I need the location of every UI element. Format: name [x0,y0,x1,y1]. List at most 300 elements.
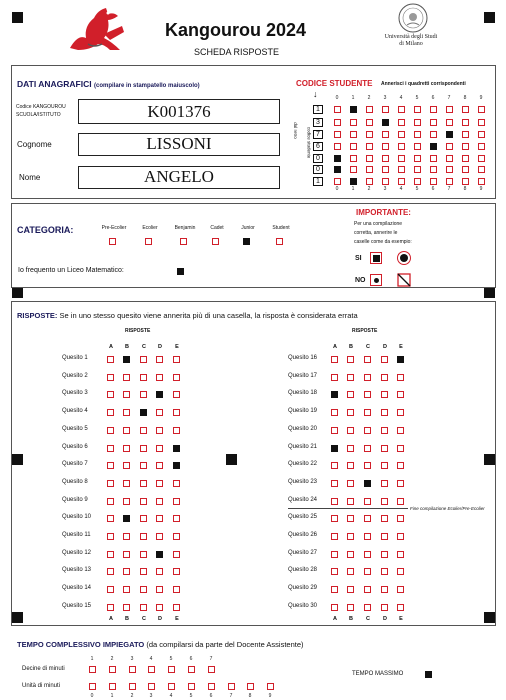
unita-checkbox[interactable] [109,683,116,690]
answer-checkbox[interactable] [173,551,180,558]
answer-checkbox[interactable] [347,586,354,593]
code-label: Codice KANGOUROU SCUOLA/ISTITUTO [16,104,66,118]
answer-checkbox[interactable] [331,533,338,540]
student-code-checkbox[interactable] [430,106,437,113]
answer-checkbox[interactable] [107,374,114,381]
student-code-checkbox[interactable] [366,106,373,113]
answer-checkbox[interactable] [123,533,130,540]
student-code-checkbox[interactable] [334,131,341,138]
fine-divider [288,508,408,509]
answer-letter-right: E [399,344,403,350]
student-code-checkbox[interactable] [350,131,357,138]
answer-checkbox[interactable] [140,604,147,611]
student-code-checkbox[interactable] [414,119,421,126]
answer-checkbox[interactable] [347,409,354,416]
answer-checkbox[interactable] [397,604,404,611]
code-col-header: 8 [463,95,467,101]
answer-checkbox[interactable] [364,480,371,487]
student-code-checkbox[interactable] [478,155,485,162]
answer-checkbox[interactable] [140,409,147,416]
student-code-checkbox[interactable] [334,155,341,162]
liceo-checkbox[interactable] [177,268,184,275]
question-label: Quesito 6 [62,444,88,450]
answer-checkbox[interactable] [123,568,130,575]
answer-checkbox[interactable] [156,462,163,469]
student-code-checkbox[interactable] [398,166,405,173]
student-code-checkbox[interactable] [398,106,405,113]
answer-checkbox[interactable] [156,551,163,558]
student-code-checkbox[interactable] [398,131,405,138]
answer-checkbox[interactable] [173,409,180,416]
answer-checkbox[interactable] [364,356,371,363]
answer-letter-left: E [175,344,179,350]
code-col-footer: 5 [415,186,419,192]
answer-checkbox[interactable] [397,391,404,398]
student-code-checkbox[interactable] [382,178,389,185]
student-code-checkbox[interactable] [382,131,389,138]
student-code-checkbox[interactable] [414,166,421,173]
answer-checkbox[interactable] [397,462,404,469]
example-dot-box [370,274,382,286]
answer-checkbox[interactable] [331,586,338,593]
answer-checkbox[interactable] [173,480,180,487]
question-label: Quesito 26 [288,532,318,538]
code-col-header: 3 [383,95,387,101]
student-code-checkbox[interactable] [334,166,341,173]
student-code-checkbox[interactable] [350,119,357,126]
question-label: Quesito 19 [288,408,318,414]
answer-checkbox[interactable] [397,586,404,593]
student-code-checkbox[interactable] [334,119,341,126]
answer-checkbox[interactable] [123,374,130,381]
answer-checkbox[interactable] [397,515,404,522]
student-code-checkbox[interactable] [430,143,437,150]
answer-checkbox[interactable] [107,568,114,575]
answer-checkbox[interactable] [140,568,147,575]
answer-checkbox[interactable] [364,551,371,558]
answer-checkbox[interactable] [156,374,163,381]
question-label: Quesito 14 [62,585,92,591]
answer-checkbox[interactable] [347,568,354,575]
student-code-checkbox[interactable] [350,155,357,162]
student-code-checkbox[interactable] [478,131,485,138]
important-title: IMPORTANTE: [356,208,411,217]
answer-checkbox[interactable] [173,374,180,381]
answer-checkbox[interactable] [107,480,114,487]
surname-field[interactable]: LISSONI [78,133,280,156]
anagrafica-title: DATI ANAGRAFICI (compilare in stampatello maiuscolo) [17,79,200,89]
answer-checkbox[interactable] [140,515,147,522]
unita-label: Unità di minuti [22,683,61,689]
student-code-checkbox[interactable] [462,131,469,138]
answer-checkbox[interactable] [331,374,338,381]
answer-checkbox[interactable] [140,462,147,469]
student-code-checkbox[interactable] [334,143,341,150]
decine-digit: 2 [110,656,114,662]
answer-checkbox[interactable] [347,356,354,363]
category-checkbox[interactable] [276,238,283,245]
answer-checkbox[interactable] [331,498,338,505]
unita-digit: 7 [229,693,233,699]
answer-checkbox[interactable] [381,568,388,575]
answer-checkbox[interactable] [347,427,354,434]
answer-checkbox[interactable] [173,356,180,363]
school-code-field[interactable]: K001376 [78,99,280,124]
unita-checkbox[interactable] [89,683,96,690]
answer-checkbox[interactable] [347,480,354,487]
question-label: Quesito 4 [62,408,88,414]
answer-checkbox[interactable] [173,533,180,540]
answer-checkbox[interactable] [156,427,163,434]
answer-checkbox[interactable] [347,445,354,452]
student-code-checkbox[interactable] [462,143,469,150]
fine-note: Fine compilazione Ecolier/Pre-Ecolier [410,506,485,511]
answer-checkbox[interactable] [140,374,147,381]
answer-checkbox[interactable] [173,586,180,593]
answer-checkbox[interactable] [156,515,163,522]
student-code-checkbox[interactable] [430,178,437,185]
unita-digit: 0 [90,693,94,699]
answer-checkbox[interactable] [347,515,354,522]
answer-checkbox[interactable] [364,374,371,381]
surname-label: Cognome [17,140,52,149]
unita-checkbox[interactable] [168,683,175,690]
answer-letter-right-bottom: D [383,616,387,622]
unita-digit: 4 [169,693,173,699]
answer-checkbox[interactable] [123,409,130,416]
answer-checkbox[interactable] [107,498,114,505]
answer-checkbox[interactable] [173,462,180,469]
answer-checkbox[interactable] [107,586,114,593]
answer-checkbox[interactable] [107,445,114,452]
answer-checkbox[interactable] [331,427,338,434]
unita-checkbox[interactable] [188,683,195,690]
answer-checkbox[interactable] [381,462,388,469]
answer-checkbox[interactable] [364,427,371,434]
answer-checkbox[interactable] [347,374,354,381]
answer-checkbox[interactable] [347,498,354,505]
answer-checkbox[interactable] [397,533,404,540]
student-code-checkbox[interactable] [478,178,485,185]
answer-checkbox[interactable] [397,568,404,575]
answer-checkbox[interactable] [347,551,354,558]
answer-checkbox[interactable] [364,533,371,540]
example-circle-filled [397,251,411,265]
answer-checkbox[interactable] [397,551,404,558]
answer-checkbox[interactable] [397,356,404,363]
question-label: Quesito 22 [288,461,318,467]
answer-checkbox[interactable] [107,391,114,398]
unita-checkbox[interactable] [228,683,235,690]
answer-checkbox[interactable] [107,427,114,434]
answer-checkbox[interactable] [381,551,388,558]
answer-checkbox[interactable] [173,391,180,398]
answer-checkbox[interactable] [381,356,388,363]
answer-checkbox[interactable] [397,445,404,452]
student-code-checkbox[interactable] [382,143,389,150]
student-code-checkbox[interactable] [350,143,357,150]
decine-digit: 4 [149,656,153,662]
student-code-checkbox[interactable] [446,106,453,113]
answer-checkbox[interactable] [156,356,163,363]
answer-checkbox[interactable] [123,515,130,522]
unita-digit: 6 [209,693,213,699]
answer-checkbox[interactable] [140,427,147,434]
answer-checkbox[interactable] [397,409,404,416]
student-code-checkbox[interactable] [446,119,453,126]
answer-checkbox[interactable] [364,391,371,398]
answer-checkbox[interactable] [173,498,180,505]
answer-checkbox[interactable] [140,586,147,593]
category-checkbox[interactable] [212,238,219,245]
answer-checkbox[interactable] [173,445,180,452]
answer-checkbox[interactable] [331,551,338,558]
student-code-checkbox[interactable] [366,155,373,162]
answer-checkbox[interactable] [123,445,130,452]
answer-checkbox[interactable] [347,391,354,398]
category-checkbox[interactable] [109,238,116,245]
question-label: Quesito 25 [288,514,318,520]
unita-checkbox[interactable] [129,683,136,690]
student-code-checkbox[interactable] [334,178,341,185]
answer-checkbox[interactable] [140,445,147,452]
student-code-checkbox[interactable] [462,106,469,113]
answer-checkbox[interactable] [331,604,338,611]
answer-checkbox[interactable] [364,462,371,469]
student-code-checkbox[interactable] [446,155,453,162]
question-label: Quesito 23 [288,479,318,485]
unita-checkbox[interactable] [247,683,254,690]
answer-checkbox[interactable] [140,480,147,487]
student-code-checkbox[interactable] [414,106,421,113]
answer-checkbox[interactable] [156,533,163,540]
student-code-checkbox[interactable] [382,155,389,162]
answer-checkbox[interactable] [381,374,388,381]
question-label: Quesito 1 [62,355,88,361]
student-code-checkbox[interactable] [350,178,357,185]
student-code-digit-box: 1 [313,105,323,114]
student-code-checkbox[interactable] [350,106,357,113]
decine-checkbox[interactable] [129,666,136,673]
answer-checkbox[interactable] [364,568,371,575]
answer-checkbox[interactable] [156,445,163,452]
decine-checkbox[interactable] [148,666,155,673]
student-code-checkbox[interactable] [382,166,389,173]
answer-checkbox[interactable] [140,498,147,505]
answer-checkbox[interactable] [381,409,388,416]
decine-checkbox[interactable] [208,666,215,673]
unita-checkbox[interactable] [148,683,155,690]
question-label: Quesito 9 [62,497,88,503]
answer-checkbox[interactable] [173,604,180,611]
answer-checkbox[interactable] [107,409,114,416]
answer-checkbox[interactable] [364,498,371,505]
answer-checkbox[interactable] [397,374,404,381]
answer-checkbox[interactable] [123,586,130,593]
answer-checkbox[interactable] [107,551,114,558]
answer-checkbox[interactable] [156,391,163,398]
liceo-label: Io frequento un Liceo Matematico: [18,267,124,274]
student-code-checkbox[interactable] [398,143,405,150]
answer-checkbox[interactable] [123,604,130,611]
student-code-checkbox[interactable] [382,106,389,113]
tempo-massimo-label: TEMPO MASSIMO [352,671,404,677]
student-code-checkbox[interactable] [430,119,437,126]
answer-checkbox[interactable] [381,515,388,522]
answer-checkbox[interactable] [331,462,338,469]
code-col-header: 6 [431,95,435,101]
code-col-header: 5 [415,95,419,101]
category-checkbox[interactable] [180,238,187,245]
answer-checkbox[interactable] [331,356,338,363]
risposte-col-title-right: RISPOSTE [352,328,378,334]
student-code-checkbox[interactable] [446,131,453,138]
code-col-header: 2 [367,95,371,101]
student-code-checkbox[interactable] [478,119,485,126]
decine-checkbox[interactable] [168,666,175,673]
answer-checkbox[interactable] [140,551,147,558]
answer-checkbox[interactable] [331,445,338,452]
answer-checkbox[interactable] [347,604,354,611]
answer-checkbox[interactable] [107,515,114,522]
answer-checkbox[interactable] [123,480,130,487]
si-label: SI [355,255,362,262]
answer-checkbox[interactable] [156,568,163,575]
student-code-checkbox[interactable] [462,155,469,162]
answer-checkbox[interactable] [347,533,354,540]
unita-checkbox[interactable] [208,683,215,690]
student-code-checkbox[interactable] [398,155,405,162]
answer-checkbox[interactable] [140,356,147,363]
student-code-checkbox[interactable] [462,119,469,126]
decine-checkbox[interactable] [188,666,195,673]
student-code-checkbox[interactable] [462,178,469,185]
category-checkbox[interactable] [243,238,250,245]
student-code-checkbox[interactable] [430,131,437,138]
answer-checkbox[interactable] [347,462,354,469]
answer-checkbox[interactable] [364,604,371,611]
question-label: Quesito 29 [288,585,318,591]
answer-checkbox[interactable] [331,480,338,487]
student-code-checkbox[interactable] [478,166,485,173]
unita-digit: 2 [130,693,134,699]
answer-checkbox[interactable] [156,604,163,611]
student-code-checkbox[interactable] [366,143,373,150]
answer-checkbox[interactable] [107,462,114,469]
student-code-checkbox[interactable] [366,131,373,138]
answer-checkbox[interactable] [381,427,388,434]
decine-checkbox[interactable] [89,666,96,673]
answer-checkbox[interactable] [123,356,130,363]
unita-checkbox[interactable] [267,683,274,690]
decine-digit: 7 [209,656,213,662]
answer-checkbox[interactable] [331,391,338,398]
student-code-checkbox[interactable] [414,155,421,162]
student-code-checkbox[interactable] [398,119,405,126]
student-code-checkbox[interactable] [366,119,373,126]
answer-checkbox[interactable] [156,409,163,416]
student-code-checkbox[interactable] [414,131,421,138]
answer-checkbox[interactable] [381,533,388,540]
answer-checkbox[interactable] [123,498,130,505]
answer-checkbox[interactable] [107,604,114,611]
tempo-massimo-checkbox[interactable] [425,671,432,678]
answer-checkbox[interactable] [397,498,404,505]
answer-checkbox[interactable] [123,462,130,469]
name-field[interactable]: ANGELO [78,166,280,189]
answer-checkbox[interactable] [364,586,371,593]
student-code-checkbox[interactable] [430,155,437,162]
answer-checkbox[interactable] [123,427,130,434]
student-code-checkbox[interactable] [462,166,469,173]
answer-checkbox[interactable] [331,568,338,575]
answer-checkbox[interactable] [397,480,404,487]
decine-digit: 1 [90,656,94,662]
student-code-checkbox[interactable] [334,106,341,113]
answer-checkbox[interactable] [381,586,388,593]
kangourou-logo [64,4,126,54]
answer-checkbox[interactable] [364,515,371,522]
answer-checkbox[interactable] [331,409,338,416]
category-checkbox[interactable] [145,238,152,245]
answer-checkbox[interactable] [397,427,404,434]
answer-checkbox[interactable] [123,551,130,558]
answer-letter-left-bottom: E [175,616,179,622]
answer-checkbox[interactable] [107,356,114,363]
student-code-checkbox[interactable] [366,166,373,173]
answer-checkbox[interactable] [331,515,338,522]
question-label: Quesito 12 [62,550,92,556]
answer-checkbox[interactable] [140,391,147,398]
question-label: Quesito 20 [288,426,318,432]
answer-checkbox[interactable] [381,445,388,452]
student-code-checkbox[interactable] [414,143,421,150]
answer-checkbox[interactable] [381,480,388,487]
student-code-checkbox[interactable] [446,143,453,150]
student-code-checkbox[interactable] [478,143,485,150]
decine-digit: 5 [169,656,173,662]
answer-checkbox[interactable] [123,391,130,398]
answer-checkbox[interactable] [156,586,163,593]
answer-checkbox[interactable] [156,480,163,487]
answer-checkbox[interactable] [364,445,371,452]
answer-checkbox[interactable] [140,533,147,540]
decine-checkbox[interactable] [109,666,116,673]
answer-checkbox[interactable] [381,604,388,611]
answer-letter-left: C [142,344,146,350]
student-code-checkbox[interactable] [398,178,405,185]
answer-checkbox[interactable] [381,391,388,398]
question-label: Quesito 11 [62,532,91,538]
student-code-checkbox[interactable] [446,166,453,173]
answer-checkbox[interactable] [107,533,114,540]
question-label: Quesito 21 [288,444,318,450]
answer-checkbox[interactable] [173,568,180,575]
student-code-checkbox[interactable] [478,106,485,113]
student-code-checkbox[interactable] [446,178,453,185]
student-code-checkbox[interactable] [382,119,389,126]
answer-checkbox[interactable] [364,409,371,416]
student-code-checkbox[interactable] [430,166,437,173]
answer-checkbox[interactable] [173,427,180,434]
student-code-checkbox[interactable] [414,178,421,185]
answer-checkbox[interactable] [381,498,388,505]
student-code-checkbox[interactable] [350,166,357,173]
answer-checkbox[interactable] [156,498,163,505]
student-code-checkbox[interactable] [366,178,373,185]
answer-checkbox[interactable] [173,515,180,522]
question-label: Quesito 15 [62,603,92,609]
